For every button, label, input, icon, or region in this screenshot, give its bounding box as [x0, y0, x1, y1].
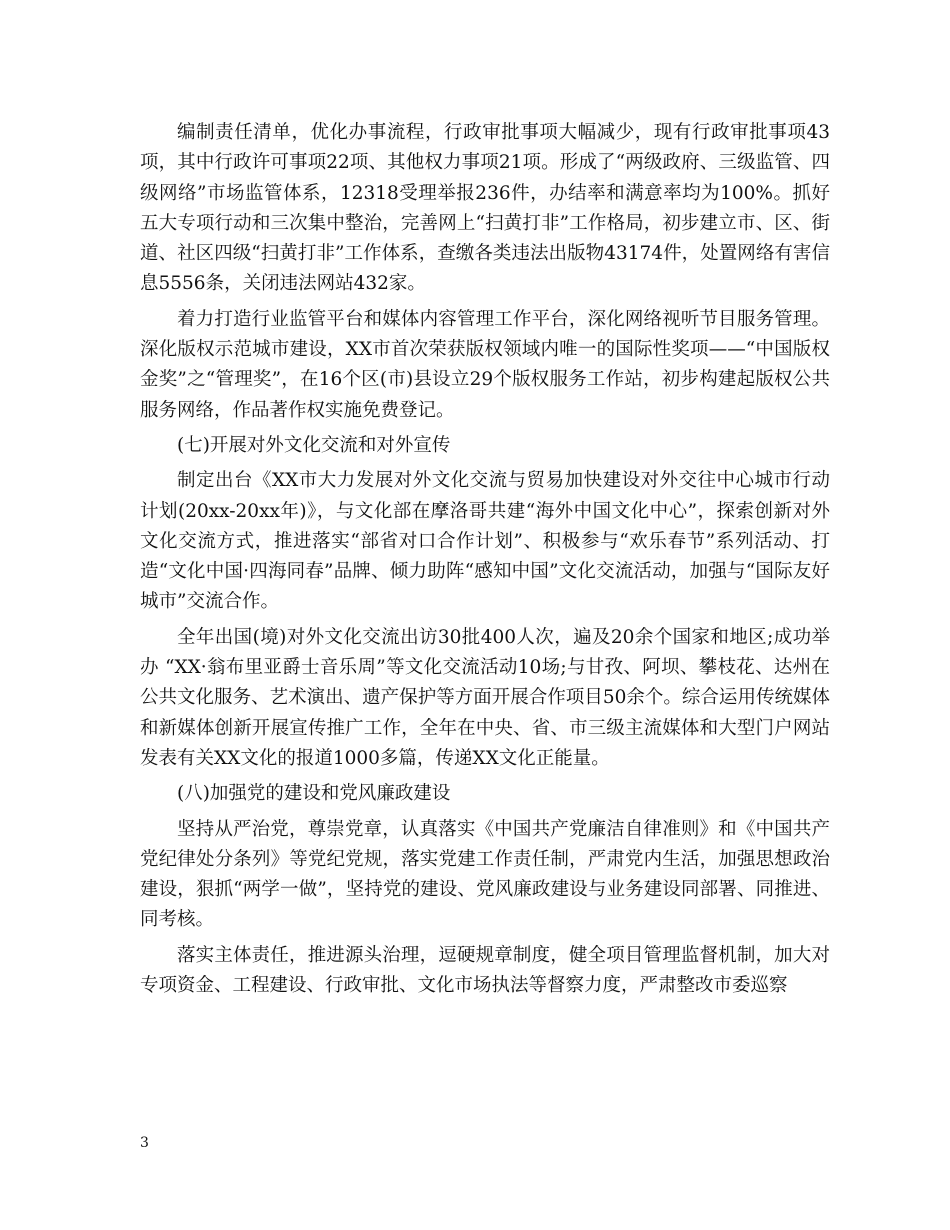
paragraph-main-responsibility: 落实主体责任，推进源头治理，逗硬规章制度，健全项目管理监督机制，加大对专项资金、工程建设、行政审批、文化市场执法等督察力度，严肃整改市委巡察	[140, 944, 830, 997]
paragraph-copyright: 着力打造行业监管平台和媒体内容管理工作平台，深化网络视听节目服务管理。深化版权示范城市建设，XX市首次荣获版权领域内唯一的国际性奖项——“中国版权金奖”之“管理奖”，在16个区(市)县设立29个版权服务工作站，初步构建起版权公共服务网络，作品著作权实施免费登记。	[140, 308, 830, 421]
section-heading-party-building: (八)加强党的建设和党风廉政建设	[177, 783, 451, 805]
document-body	[140, 118, 830, 1006]
paragraph-approval-reform: 编制责任清单，优化办事流程，行政审批事项大幅减少，现有行政审批事项43项，其中行政许可事项22项、其他权力事项21项。形成了“两级政府、三级监管、四级网络”市场监管体系，12318受理举报236件，办结率和满意率均为100%。抓好五大专项行动和三次集中整治，完善网上“扫黄打非”工作格局，初步建立市、区、街道、社区四级“扫黄打非”工作体系，查缴各类违法出版物43174件，处置网络有害信息5556条，关闭违法网站432家。	[140, 122, 830, 295]
paragraph-overseas-visits: 全年出国(境)对外文化交流出访30批400人次，遍及20余个国家和地区;成功举办 “XX·翁布里亚爵士音乐周”等文化交流活动10场;与甘孜、阿坝、攀枝花、达州在公共文化服务、艺术演出、遗产保护等方面开展合作项目50余个。综合运用传统媒体和新媒体创新开展宣传推广工作，全年在中央、省、市三级主流媒体和大型门户网站发表有关XX文化的报道1000多篇，传递XX文化正能量。	[140, 626, 830, 769]
paragraph-action-plan: 制定出台《XX市大力发展对外文化交流与贸易加快建设对外交往中心城市行动计划(20xx-20xx年)》，与文化部在摩洛哥共建“海外中国文化中心”，探索创新对外文化交流方式，推进落实“部省对口合作计划”、积极参与“欢乐春节”系列活动、打造“文化中国·四海同春”品牌、倾力助阵“感知中国”文化交流活动，加强与“国际友好城市”交流合作。	[140, 470, 830, 613]
paragraph-strict-governance: 坚持从严治党，尊崇党章，认真落实《中国共产党廉洁自律准则》和《中国共产党纪律处分条列》等党纪党规，落实党建工作责任制，严肃党内生活，加强思想政治建设，狠抓“两学一做”，坚持党的建设、党风廉政建设与业务建设同部署、同推进、同考核。	[140, 818, 830, 931]
section-heading-external-exchange: (七)开展对外文化交流和对外宣传	[177, 434, 451, 456]
page-number: 3	[140, 1135, 149, 1151]
